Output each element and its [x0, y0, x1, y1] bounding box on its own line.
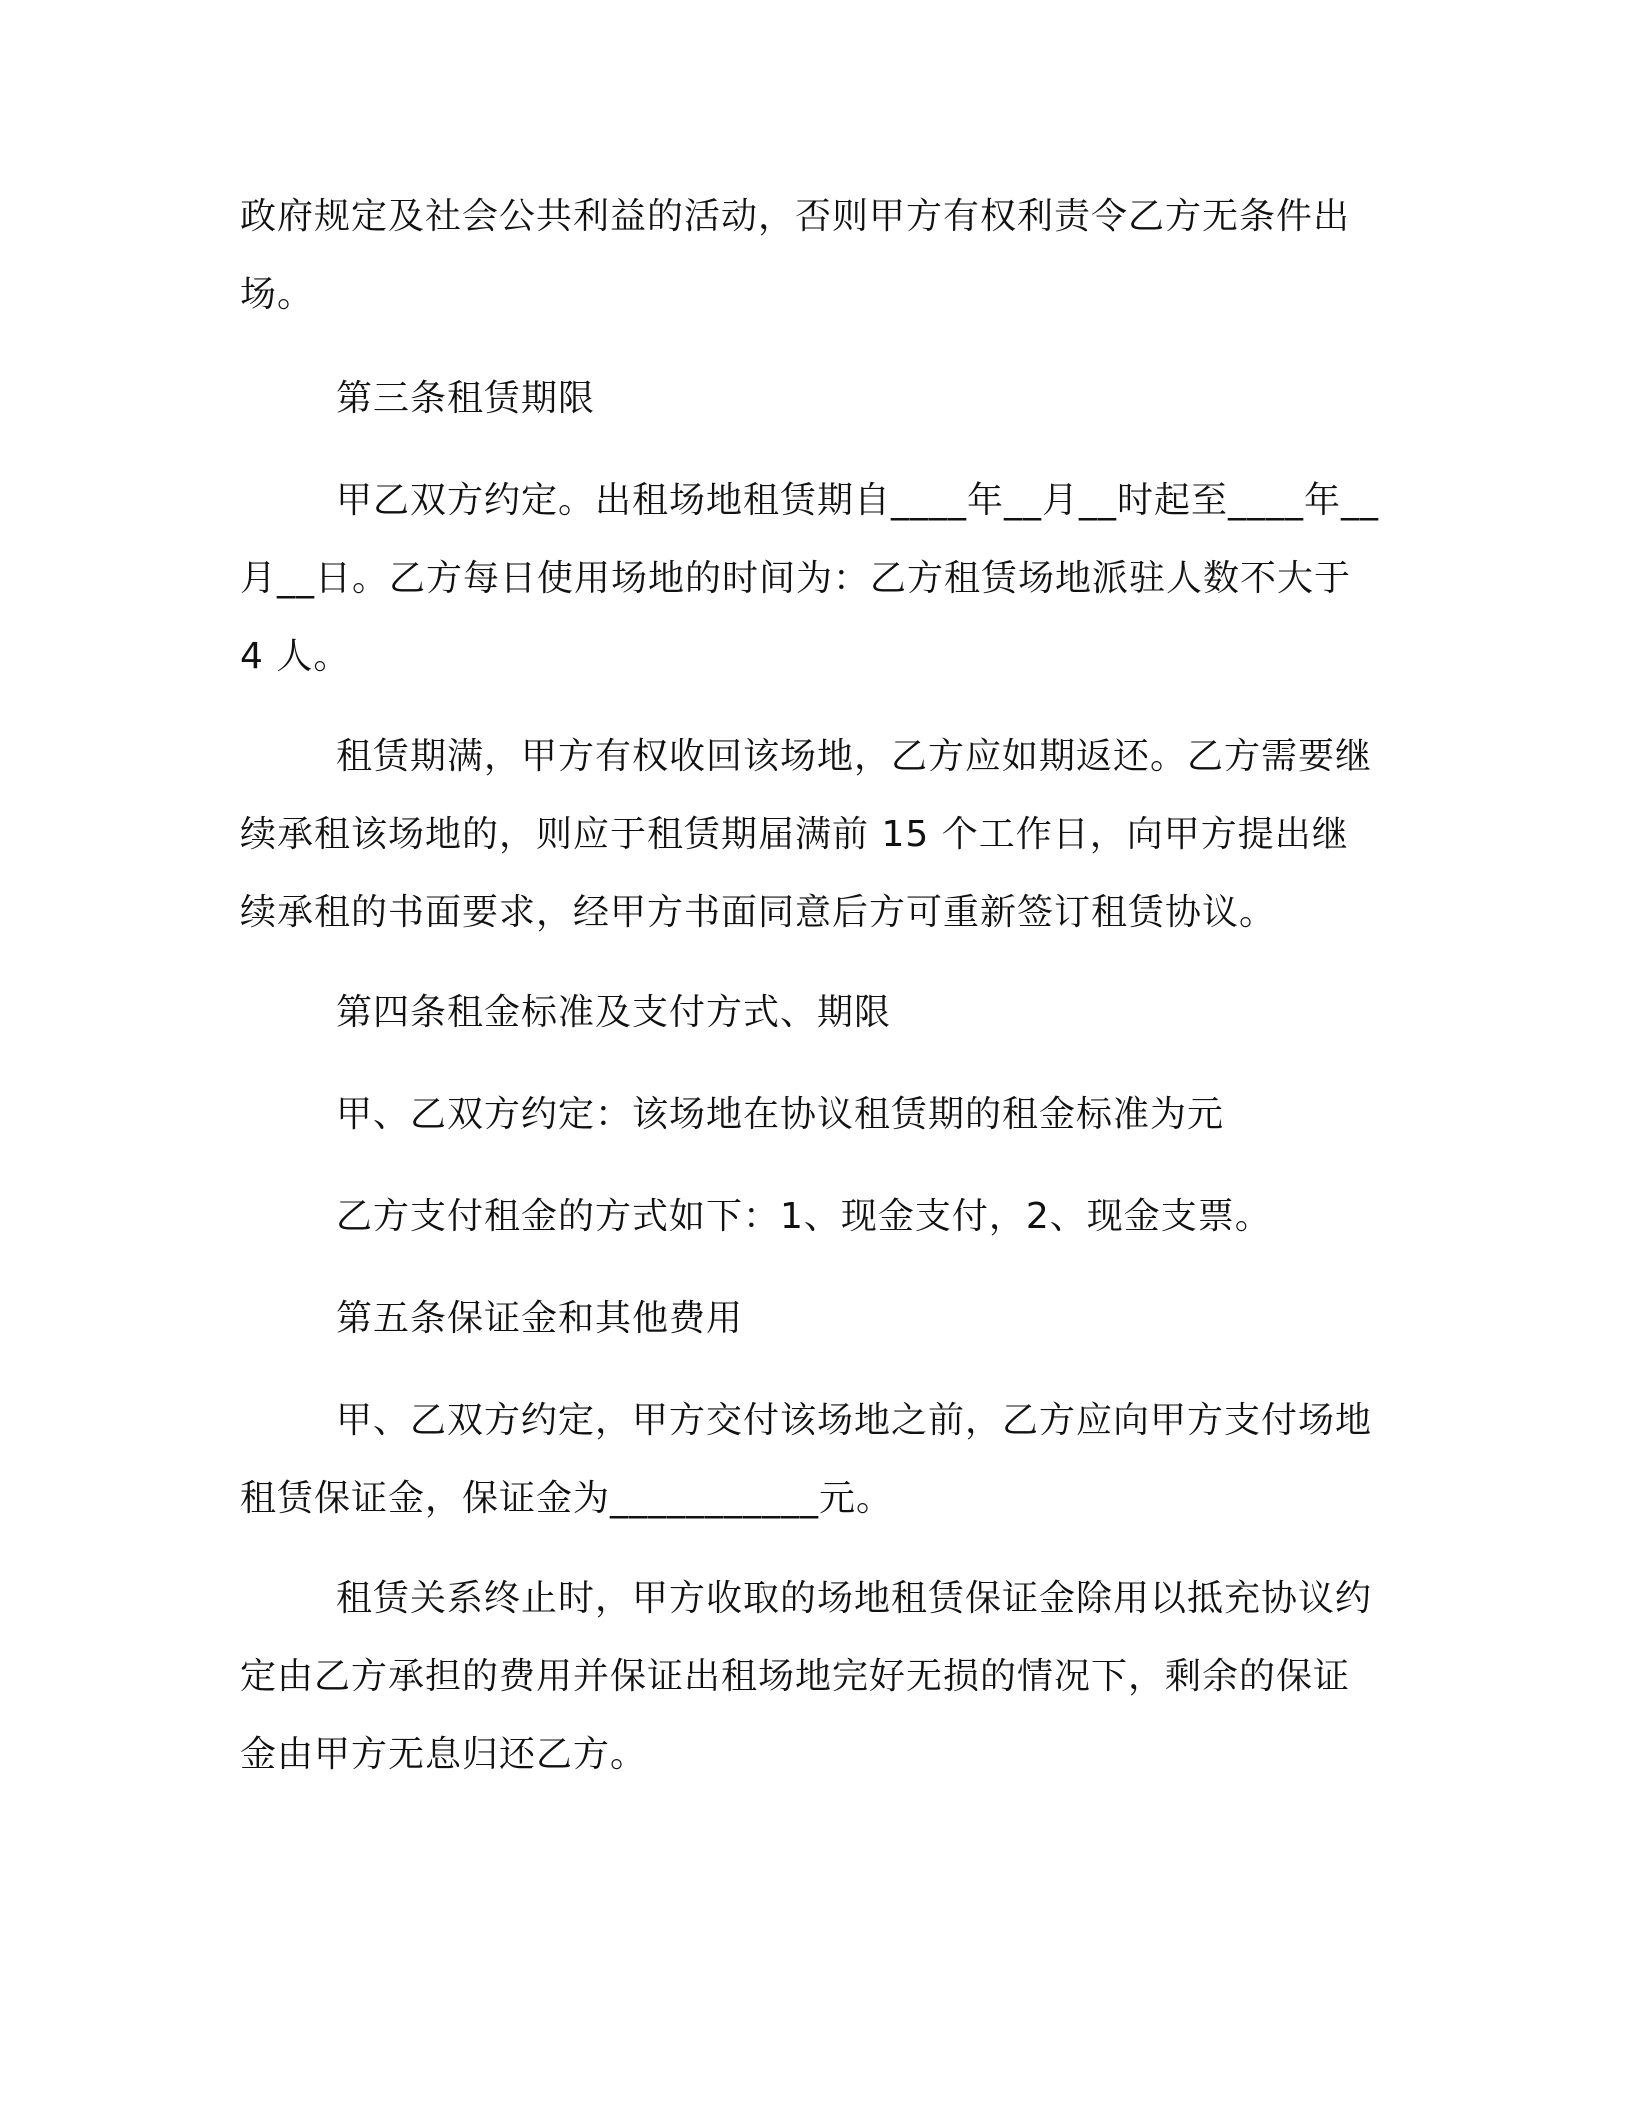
paragraph-rent-standard: 甲、乙双方约定：该场地在协议租赁期的租金标准为元 [336, 1094, 1225, 1135]
paragraph-payment-method: 乙方支付租金的方式如下：1、现金支付，2、现金支票。 [336, 1196, 1272, 1237]
section-heading-article-4: 第四条租金标准及支付方式、期限 [336, 992, 892, 1033]
section-heading-article-3: 第三条租赁期限 [336, 378, 596, 419]
paragraph-continuation: 政府规定及社会公共利益的活动，否则甲方有权利责令乙方无条件出场。 [240, 196, 1351, 315]
paragraph-deposit-return: 租赁关系终止时，甲方收取的场地租赁保证金除用以抵充协议约定由乙方承担的费用并保证出租场地完好无损的情况下，剩余的保证金由甲方无息归还乙方。 [240, 1578, 1373, 1775]
paragraph-lease-renewal: 租赁期满，甲方有权收回该场地，乙方应如期返还。乙方需要继续承租该场地的，则应于租赁期届满前 15 个工作日，向甲方提出继续承租的书面要求，经甲方书面同意后方可重新签订租赁协议。 [240, 736, 1373, 933]
paragraph-deposit: 甲、乙双方约定，甲方交付该场地之前，乙方应向甲方支付场地租赁保证金，保证金为___________元。 [240, 1400, 1373, 1519]
paragraph-lease-term: 甲乙双方约定。出租场地租赁期自____年__月__时起至____年__月__日。乙方每日使用场地的时间为：乙方租赁场地派驻人数不大于 4 人。 [240, 480, 1380, 677]
section-heading-article-5: 第五条保证金和其他费用 [336, 1298, 744, 1339]
